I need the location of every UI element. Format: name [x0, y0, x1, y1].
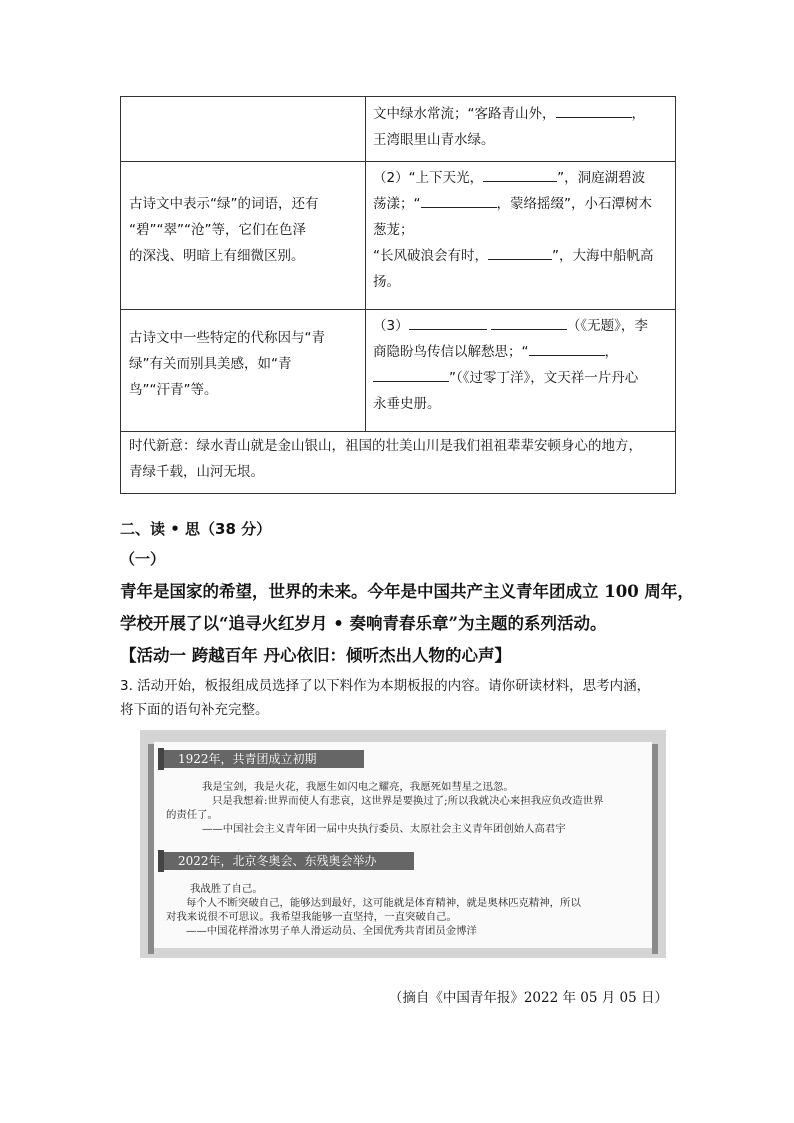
cell-text: “碧”“翠”“沧”等，它们在色泽 — [129, 222, 306, 238]
question-3-line-2: 将下面的语句补充完整。 — [120, 702, 269, 718]
cell-text: 葱茏； — [373, 222, 414, 238]
fill-blank[interactable] — [373, 367, 449, 382]
board-line: 对我来说很不可思议。我希望我能够一直坚持，一直突破自己。 — [166, 911, 457, 923]
cell-text: 青绿千载，山河无垠。 — [129, 464, 264, 480]
row1-right-cell — [373, 101, 673, 153]
cell-text: 扬。 — [373, 274, 400, 290]
row3-right-cell — [373, 313, 673, 417]
board-text-2022 — [166, 882, 646, 938]
subsection-label: （一） — [120, 550, 166, 568]
cell-text: （2）“上下天光， — [373, 170, 484, 186]
cell-text: 古诗文中一些特定的代称因与“青 — [129, 330, 325, 346]
cell-text: 王湾眼里山青水绿。 — [373, 132, 495, 148]
cell-text: 的深浅、明暗上有细微区别。 — [129, 248, 305, 264]
cell-text: （3） — [373, 318, 409, 334]
board-line: ——中国花样滑冰男子单人滑运动员、全国优秀共青团员金博洋 — [186, 925, 477, 937]
cell-text: 鸟”“汗青”等。 — [129, 382, 218, 398]
cell-text: 文中绿水常流；“客路青山外， — [373, 106, 556, 122]
cell-text: 荡漾；“ — [373, 196, 421, 212]
board-line: ——中国社会主义青年团一届中央执行委员、太原社会主义青年团创始人高君宇 — [202, 823, 566, 835]
table-divider — [365, 97, 366, 431]
section-title: 二、读 • 思（38 分） — [120, 520, 272, 538]
fill-blank[interactable] — [556, 103, 632, 118]
row3-left-cell — [129, 325, 361, 403]
poetry-table — [120, 96, 676, 494]
intro-line-2: 学校开展了以“追寻火红岁月 • 奏响青春乐章”为主题的系列活动。 — [120, 614, 607, 633]
cell-text: ， — [604, 344, 618, 360]
banner-1922: 1922年，共青团成立初期 — [164, 750, 364, 768]
fill-blank[interactable] — [421, 193, 497, 208]
fill-blank[interactable] — [483, 167, 557, 182]
cell-text: 商隐盼鸟传信以解愁思；“ — [373, 344, 529, 360]
cell-text: ”，大海中船帆高 — [552, 248, 654, 264]
cell-text: ， — [631, 106, 645, 122]
cell-text: ”，洞庭湖碧波 — [557, 170, 646, 186]
activity-heading: 【活动一 跨越百年 丹心依旧：倾听杰出人物的心声】 — [120, 646, 511, 665]
board-line: 我战胜了自己。 — [190, 883, 263, 895]
cell-text: “长风破浪会有时， — [373, 248, 488, 264]
cell-text: （《无题》，李 — [566, 318, 648, 334]
fill-blank[interactable] — [529, 341, 605, 356]
table-row-line — [121, 309, 675, 310]
cell-text: ，蒙络摇缀”，小石潭树木 — [496, 196, 652, 212]
source-citation: （摘自《中国青年报》2022 年 05 月 05 日） — [388, 990, 668, 1006]
question-3-line-1: 3. 活动开始，板报组成员选择了以下料作为本期板报的内容。请你研读材料，思考内涵， — [120, 678, 651, 694]
board-post-right — [652, 744, 658, 954]
row4-cell — [129, 433, 669, 485]
table-row-line — [121, 161, 675, 162]
cell-text: ”（《过零丁洋》，文天祥一片丹心 — [449, 370, 639, 386]
board-text-1922 — [166, 780, 646, 836]
row2-left-cell — [129, 191, 361, 269]
board-post-left — [148, 744, 154, 954]
table-row-line — [121, 431, 675, 432]
board-line: 只是我想着:世界而使人有悲哀，这世界是要换过了;所以我就决心来担我应负改造世界 — [212, 795, 604, 807]
board-line: 我是宝剑，我是火花，我愿生如闪电之耀亮，我愿死如彗星之迅忽。 — [202, 781, 514, 793]
banner-2022: 2022年，北京冬奥会、东残奥会举办 — [164, 852, 414, 870]
fill-blank[interactable] — [488, 245, 552, 260]
intro-line-1: 青年是国家的希望，世界的未来。今年是中国共产主义青年团成立 100 周年， — [120, 582, 694, 601]
cell-text: 绿”有关而别具美感，如“青 — [129, 356, 292, 372]
fill-blank[interactable] — [491, 315, 567, 330]
cell-text: 时代新意：绿水青山就是金山银山，祖国的壮美山川是我们祖祖辈辈安顿身心的地方， — [129, 438, 642, 454]
cell-text: 永垂史册。 — [373, 396, 441, 412]
cell-text: 古诗文中表示“绿”的词语，还有 — [129, 196, 319, 212]
board-line: 每个人不断突破自己，能够达到最好，这可能就是体育精神，就是奥林匹克精神，所以 — [186, 897, 581, 909]
row2-right-cell — [373, 165, 673, 295]
board-line: 的责任了。 — [166, 809, 218, 821]
fill-blank[interactable] — [409, 315, 487, 330]
